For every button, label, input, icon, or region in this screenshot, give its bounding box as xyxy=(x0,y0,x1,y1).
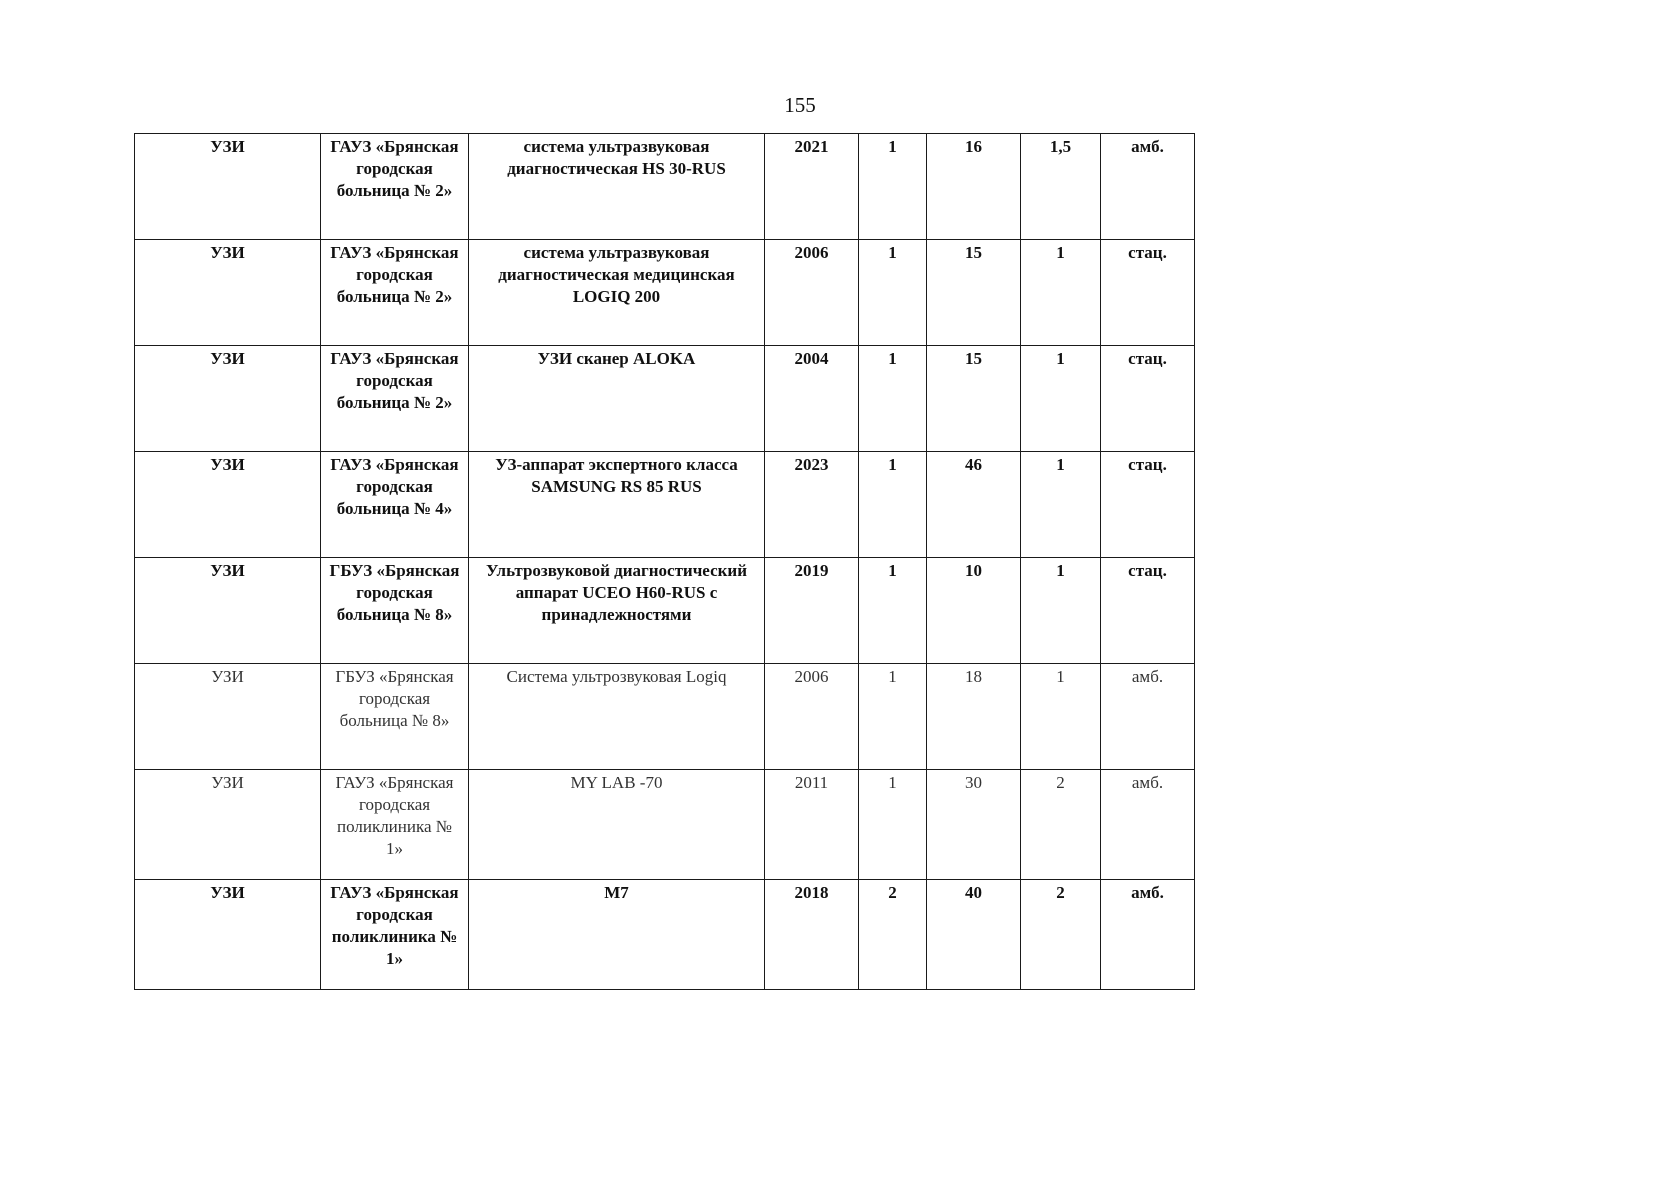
table-cell-mode: стац. xyxy=(1101,240,1195,346)
table-cell-value: 30 xyxy=(927,770,1021,880)
table-cell-type: УЗИ xyxy=(135,346,321,452)
table-cell-equipment: УЗ-аппарат экспертного класса SAMSUNG RS 85 RUS xyxy=(469,452,765,558)
table-cell-rate: 1 xyxy=(1021,346,1101,452)
table-cell-mode: стац. xyxy=(1101,558,1195,664)
table-cell-year: 2004 xyxy=(765,346,859,452)
table-cell-count: 1 xyxy=(859,240,927,346)
table-cell-count: 1 xyxy=(859,134,927,240)
table-row xyxy=(135,558,1195,664)
table-cell-institution: ГАУЗ «Брянская городская поликлиника № 1» xyxy=(321,770,469,880)
table-cell-count: 1 xyxy=(859,770,927,880)
table-cell-equipment: система ультразвуковая диагностическая медицинская LOGIQ 200 xyxy=(469,240,765,346)
table-cell-rate: 2 xyxy=(1021,770,1101,880)
table-cell-institution: ГАУЗ «Брянская городская больница № 4» xyxy=(321,452,469,558)
table-cell-count: 1 xyxy=(859,558,927,664)
table-cell-year: 2019 xyxy=(765,558,859,664)
table-row xyxy=(135,664,1195,770)
table-cell-equipment: M7 xyxy=(469,880,765,990)
table-cell-mode: амб. xyxy=(1101,770,1195,880)
table-cell-count: 1 xyxy=(859,452,927,558)
table-cell-type: УЗИ xyxy=(135,240,321,346)
table-cell-type: УЗИ xyxy=(135,880,321,990)
table-cell-rate: 2 xyxy=(1021,880,1101,990)
table-row xyxy=(135,770,1195,880)
table-cell-rate: 1 xyxy=(1021,452,1101,558)
table-cell-equipment: УЗИ сканер ALOKA xyxy=(469,346,765,452)
table-cell-type: УЗИ xyxy=(135,770,321,880)
table-cell-value: 10 xyxy=(927,558,1021,664)
table-cell-value: 18 xyxy=(927,664,1021,770)
table-cell-year: 2006 xyxy=(765,664,859,770)
table-cell-rate: 1 xyxy=(1021,664,1101,770)
table-cell-equipment: Ультрозвуковой диагностический аппарат UCEO H60-RUS с принадлежностями xyxy=(469,558,765,664)
page-number: 155 xyxy=(784,93,816,117)
table-cell-type: УЗИ xyxy=(135,452,321,558)
table-cell-type: УЗИ xyxy=(135,558,321,664)
table-cell-institution: ГАУЗ «Брянская городская поликлиника № 1» xyxy=(321,880,469,990)
table-cell-mode: амб. xyxy=(1101,880,1195,990)
table-cell-institution: ГБУЗ «Брянская городская больница № 8» xyxy=(321,558,469,664)
table-cell-year: 2006 xyxy=(765,240,859,346)
table-row xyxy=(135,134,1195,240)
table-cell-rate: 1,5 xyxy=(1021,134,1101,240)
table-cell-institution: ГАУЗ «Брянская городская больница № 2» xyxy=(321,134,469,240)
table-cell-institution: ГАУЗ «Брянская городская больница № 2» xyxy=(321,346,469,452)
table-cell-value: 46 xyxy=(927,452,1021,558)
table-cell-type: УЗИ xyxy=(135,664,321,770)
table-cell-year: 2023 xyxy=(765,452,859,558)
table-cell-value: 16 xyxy=(927,134,1021,240)
equipment-table xyxy=(134,133,1195,990)
table-cell-institution: ГАУЗ «Брянская городская больница № 2» xyxy=(321,240,469,346)
table-cell-count: 1 xyxy=(859,346,927,452)
table-cell-value: 15 xyxy=(927,240,1021,346)
table-cell-equipment: Система ультрозвуковая Logiq xyxy=(469,664,765,770)
table-row xyxy=(135,880,1195,990)
table-cell-year: 2018 xyxy=(765,880,859,990)
table-row xyxy=(135,240,1195,346)
table-cell-equipment: MY LAB -70 xyxy=(469,770,765,880)
table-cell-year: 2011 xyxy=(765,770,859,880)
table-cell-value: 15 xyxy=(927,346,1021,452)
table-cell-equipment: система ультразвуковая диагностическая HS 30-RUS xyxy=(469,134,765,240)
table-cell-count: 1 xyxy=(859,664,927,770)
table-row xyxy=(135,346,1195,452)
table-cell-institution: ГБУЗ «Брянская городская больница № 8» xyxy=(321,664,469,770)
table-cell-value: 40 xyxy=(927,880,1021,990)
table-cell-year: 2021 xyxy=(765,134,859,240)
table-cell-mode: стац. xyxy=(1101,452,1195,558)
table-cell-mode: амб. xyxy=(1101,134,1195,240)
table-cell-count: 2 xyxy=(859,880,927,990)
table-row xyxy=(135,452,1195,558)
table-cell-rate: 1 xyxy=(1021,240,1101,346)
table-cell-rate: 1 xyxy=(1021,558,1101,664)
table-cell-mode: амб. xyxy=(1101,664,1195,770)
table-cell-mode: стац. xyxy=(1101,346,1195,452)
table-cell-type: УЗИ xyxy=(135,134,321,240)
